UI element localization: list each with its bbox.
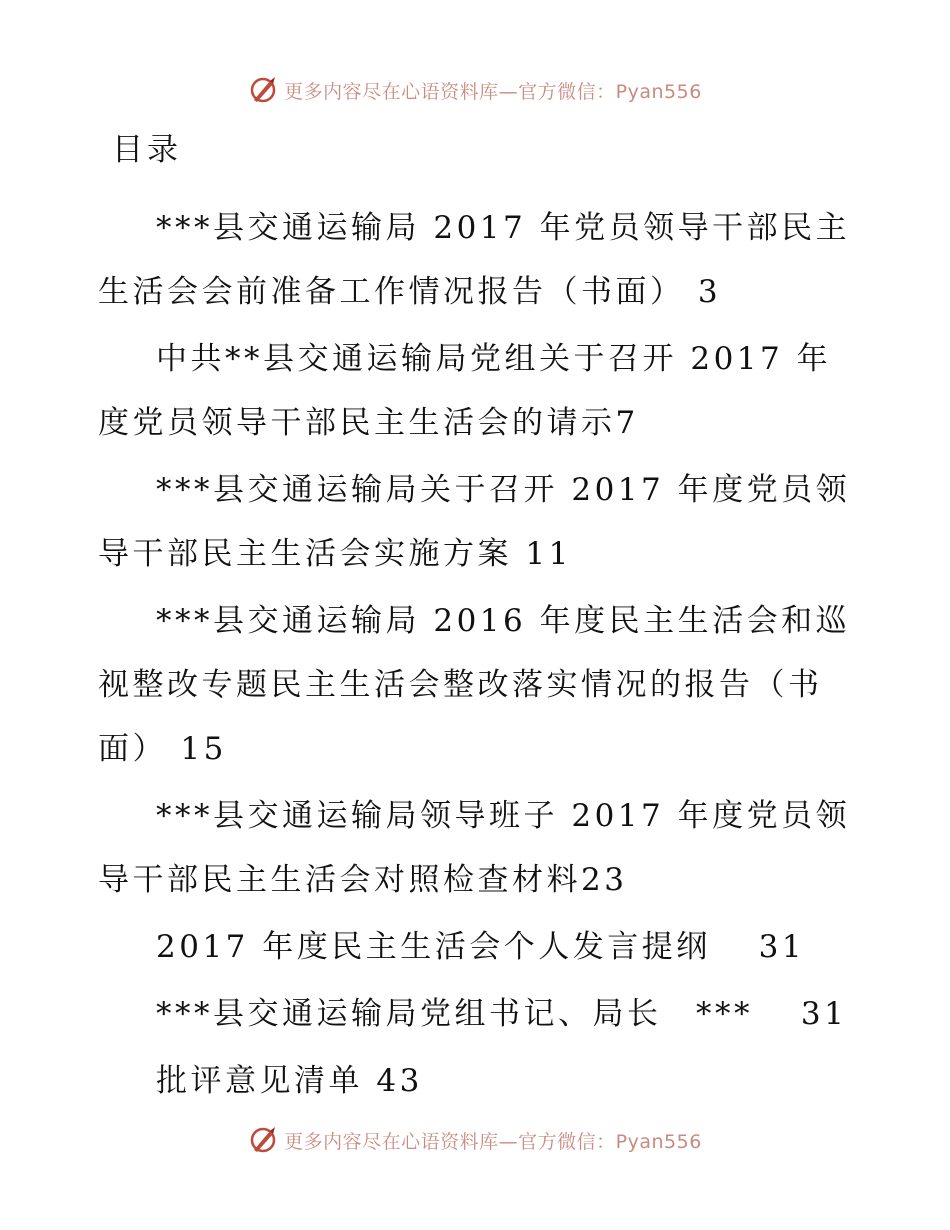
toc-entry: ***县交通运输局 2016 年度民主生活会和巡视整改专题民主生活会整改落实情况的报告（书面） 15 [98, 603, 851, 767]
toc-entry: 中共**县交通运输局党组关于召开 2017 年度党员领导干部民主生活会的请示7 [98, 341, 832, 441]
header-watermark [0, 70, 950, 110]
watermark-text: 更多内容尽在心语资料库—官方微信：Pyan556 [284, 80, 702, 103]
toc-entry: ***县交通运输局领导班子 2017 年度党员领导干部民主生活会对照检查材料23 [98, 798, 851, 898]
toc-entry: ***县交通运输局关于召开 2017 年度党员领导干部民主生活会实施方案 11 [98, 472, 851, 572]
page-title: 目录 [112, 132, 182, 168]
quill-logo-icon [248, 75, 278, 105]
table-of-contents [98, 196, 858, 1116]
toc-entry: 2017 年度民主生活会个人发言提纲 31 [156, 929, 806, 965]
watermark-text: 更多内容尽在心语资料库—官方微信：Pyan556 [284, 1130, 702, 1153]
footer-watermark [0, 1120, 950, 1160]
toc-entry: ***县交通运输局党组书记、局长 *** 31 [156, 996, 848, 1032]
toc-entry: 批评意见清单 43 [156, 1063, 423, 1099]
quill-logo-icon [248, 1125, 278, 1155]
toc-entry: ***县交通运输局 2017 年党员领导干部民主生活会会前准备工作情况报告（书面） 3 [98, 210, 851, 310]
